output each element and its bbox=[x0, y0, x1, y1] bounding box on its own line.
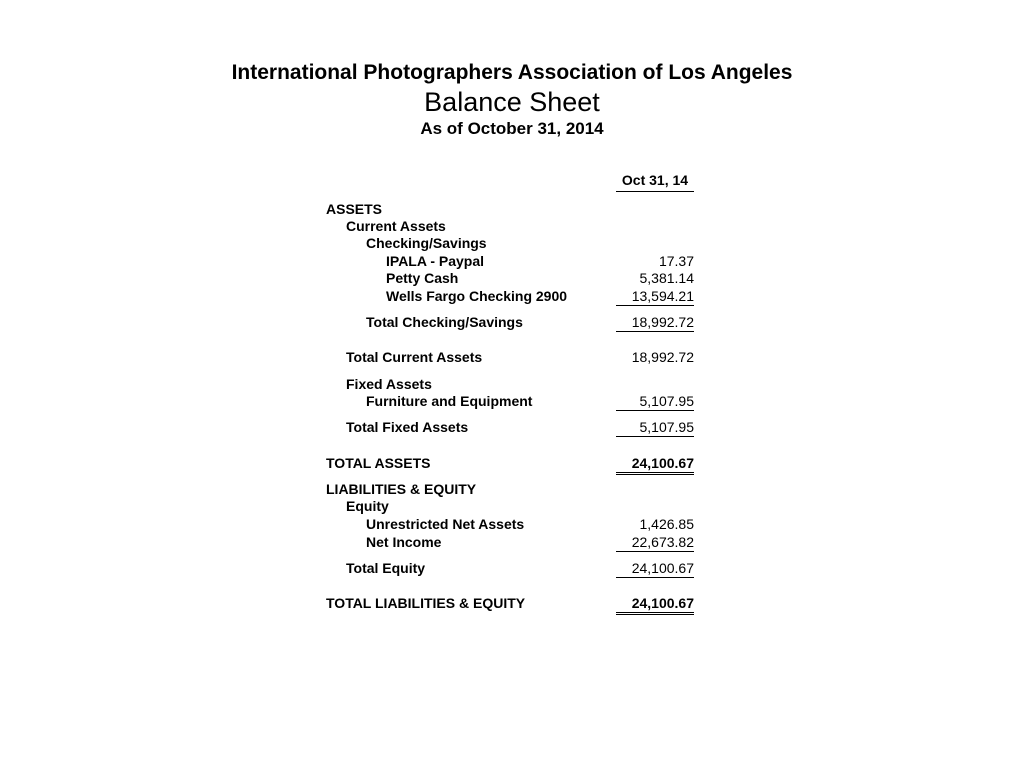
row-amount: 18,992.72 bbox=[616, 313, 694, 332]
row-amount: 18,992.72 bbox=[631, 349, 694, 365]
row-furniture-equipment bbox=[0, 392, 1024, 410]
row-label: TOTAL ASSETS bbox=[326, 455, 431, 471]
row-label: Total Equity bbox=[346, 560, 426, 576]
row-total-checking-savings bbox=[0, 313, 1024, 331]
row-amount: 5,381.14 bbox=[639, 270, 694, 286]
row-liabilities-equity bbox=[0, 480, 1024, 498]
row-ipala-paypal bbox=[0, 252, 1024, 270]
row-total-liabilities-equity bbox=[0, 594, 1024, 612]
row-label: ASSETS bbox=[326, 201, 383, 217]
row-amount: 5,107.95 bbox=[616, 392, 694, 411]
row-amount: 24,100.67 bbox=[616, 594, 694, 615]
row-current-assets bbox=[0, 217, 1024, 235]
row-total-assets bbox=[0, 454, 1024, 472]
row-unrestricted-net-assets bbox=[0, 515, 1024, 533]
row-amount: 13,594.21 bbox=[616, 287, 694, 306]
row-label: Furniture and Equipment bbox=[366, 393, 533, 409]
row-label: Equity bbox=[346, 498, 389, 514]
row-label: IPALA - Paypal bbox=[386, 253, 485, 269]
row-label: Total Checking/Savings bbox=[366, 314, 523, 330]
row-wells-fargo bbox=[0, 287, 1024, 305]
row-total-current-assets bbox=[0, 348, 1024, 366]
row-net-income bbox=[0, 533, 1024, 551]
row-label: LIABILITIES & EQUITY bbox=[326, 481, 477, 497]
row-label: Unrestricted Net Assets bbox=[366, 516, 525, 532]
row-amount: 17.37 bbox=[658, 253, 694, 269]
row-label: Net Income bbox=[366, 534, 442, 550]
organization-name: International Photographers Association of Los Angeles bbox=[231, 61, 793, 84]
row-amount: 5,107.95 bbox=[616, 418, 694, 437]
row-checking-savings bbox=[0, 234, 1024, 252]
row-total-fixed-assets bbox=[0, 418, 1024, 436]
row-total-equity bbox=[0, 559, 1024, 577]
row-assets bbox=[0, 200, 1024, 218]
column-header-date: Oct 31, 14 bbox=[616, 172, 694, 192]
row-amount: 24,100.67 bbox=[616, 559, 694, 578]
row-label: Total Current Assets bbox=[346, 349, 483, 365]
row-label: Total Fixed Assets bbox=[346, 419, 469, 435]
row-label: Petty Cash bbox=[386, 270, 459, 286]
row-amount: 1,426.85 bbox=[639, 516, 694, 532]
row-petty-cash bbox=[0, 269, 1024, 287]
row-label: Fixed Assets bbox=[346, 376, 432, 392]
row-label: Checking/Savings bbox=[366, 235, 487, 251]
row-amount: 22,673.82 bbox=[616, 533, 694, 552]
row-label: Wells Fargo Checking 2900 bbox=[386, 288, 568, 304]
row-label: Current Assets bbox=[346, 218, 446, 234]
row-label: TOTAL LIABILITIES & EQUITY bbox=[326, 595, 526, 611]
row-fixed-assets bbox=[0, 375, 1024, 393]
report-date: As of October 31, 2014 bbox=[420, 119, 604, 138]
report-title: Balance Sheet bbox=[424, 87, 600, 117]
row-equity bbox=[0, 497, 1024, 515]
row-amount: 24,100.67 bbox=[616, 454, 694, 475]
